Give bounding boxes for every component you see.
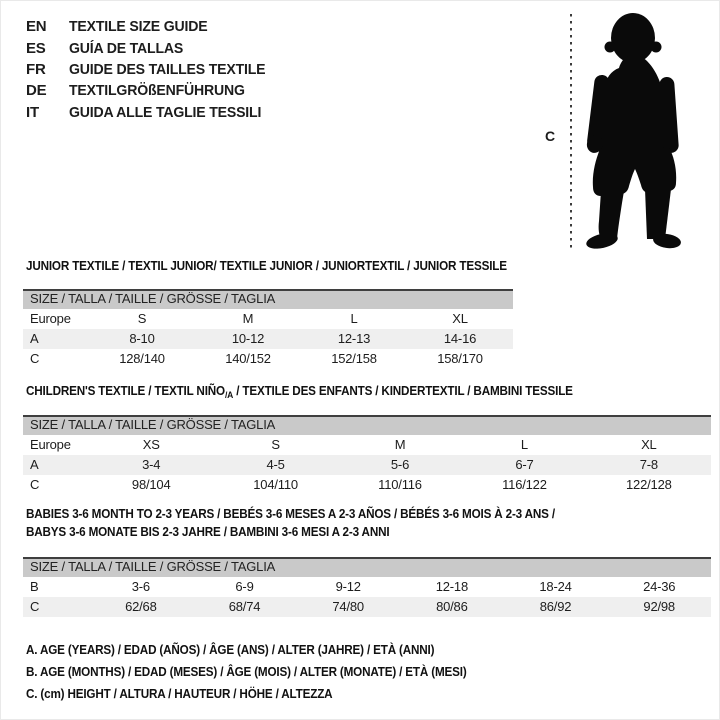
footnotes (26, 639, 516, 705)
height-cell: 80/86 (436, 599, 468, 614)
section-title-babies: BABIES 3-6 MONTH TO 2-3 YEARS / BEBÉS 3-6 MESES A 2-3 AÑOS / BÉBÉS 3-6 MOIS À 2-3 ANS / BABYS 3-6 MONATE BIS 2-3 JAHRE / BAMBINI 3-6 MESI A 2-3 ANNI (26, 506, 555, 539)
row-label: A (30, 331, 39, 346)
size-header-bar: SIZE / TALLA / TAILLE / GRÖSSE / TAGLIA (23, 289, 513, 309)
babies-size-table (23, 557, 711, 617)
subscript-text: /A (224, 390, 234, 401)
row-label: C (30, 477, 40, 492)
section-title-children: CHILDREN'S TEXTILE / TEXTIL $NIÑO_{/A}$ / TEXTILE DES ENFANTS / KINDERTEXTIL / BAMBINI TESSILE (26, 383, 573, 401)
size-cell: S (137, 311, 147, 326)
language-code: EN (26, 18, 47, 36)
age-cell: 18-24 (539, 579, 572, 594)
legend-row-it (26, 102, 278, 123)
legend-label: GUIDE DES TAILLES TEXTILE (69, 60, 266, 78)
table-row-height (23, 475, 711, 495)
table-row-europe (23, 309, 513, 329)
size-cell: L (520, 437, 528, 452)
legend-label: TEXTILGRÖßENFÜHRUNG (69, 82, 245, 100)
age-cell: 24-36 (643, 579, 676, 594)
language-code: FR (26, 60, 46, 78)
size-header-bar: SIZE / TALLA / TAILLE / GRÖSSE / TAGLIA (23, 415, 711, 435)
height-cell: 116/122 (502, 477, 547, 492)
size-cell: XL (641, 437, 657, 452)
legend-row-es (26, 37, 278, 58)
size-cell: M (394, 437, 406, 452)
toddler-silhouette-icon (581, 11, 687, 249)
size-header-bar: SIZE / TALLA / TAILLE / GRÖSSE / TAGLIA (23, 557, 711, 577)
height-cell: 92/98 (643, 599, 675, 614)
legend-label: GUÍA DE TALLAS (69, 39, 184, 57)
age-cell: 6-7 (515, 457, 534, 472)
size-cell: XL (452, 311, 468, 326)
height-cell: 140/152 (225, 351, 271, 366)
section-title-junior: JUNIOR TEXTILE / TEXTIL JUNIOR/ TEXTILE JUNIOR / JUNIORTEXTIL / JUNIOR TESSILE (26, 258, 507, 273)
table-row-height (23, 349, 513, 369)
height-measure-dotted-line (570, 14, 572, 251)
size-cell: L (350, 311, 358, 326)
height-cell: 152/158 (331, 351, 377, 366)
row-label: B (30, 579, 39, 594)
table-row-age-months (23, 577, 711, 597)
height-cell: 104/110 (253, 477, 298, 492)
children-size-table (23, 415, 711, 495)
age-cell: 3-4 (142, 457, 161, 472)
height-cell: 128/140 (119, 351, 165, 366)
language-code: ES (26, 39, 46, 57)
row-label: C (30, 351, 40, 366)
legend-label: GUIDA ALLE TAGLIE TESSILI (69, 103, 262, 121)
age-cell: 7-8 (639, 457, 658, 472)
age-cell: 10-12 (231, 331, 265, 346)
row-label: Europe (30, 311, 71, 326)
language-code: DE (26, 82, 47, 100)
row-label: A (30, 457, 39, 472)
size-cell: M (242, 311, 254, 326)
age-cell: 8-10 (129, 331, 155, 346)
height-cell: 158/170 (437, 351, 483, 366)
legend-row-de (26, 80, 278, 101)
table-row-height (23, 597, 711, 617)
footnote-a: A. AGE (YEARS) / EDAD (AÑOS) / ÂGE (ANS) / ALTER (JAHRE) / ETÀ (ANNI) (26, 642, 435, 657)
junior-size-table (23, 289, 513, 369)
row-label: C (30, 599, 40, 614)
age-cell: 6-9 (235, 579, 254, 594)
height-cell: 122/128 (626, 477, 672, 492)
height-measure-label: C (545, 128, 556, 144)
size-cell: S (271, 437, 280, 452)
age-cell: 5-6 (390, 457, 410, 472)
height-cell: 74/80 (332, 599, 364, 614)
footnote-c: C. (cm) HEIGHT / ALTURA / HAUTEUR / HÖHE / ALTEZZA (26, 686, 333, 701)
legend-label: TEXTILE SIZE GUIDE (69, 18, 208, 36)
age-cell: 14-16 (443, 331, 477, 346)
legend-row-en (26, 16, 278, 37)
height-cell: 110/116 (378, 477, 422, 492)
legend-row-fr (26, 59, 278, 80)
language-legend (26, 16, 278, 123)
height-cell: 68/74 (228, 599, 261, 614)
age-cell: 12-13 (337, 331, 371, 346)
age-cell: 9-12 (335, 579, 361, 594)
row-label: Europe (30, 437, 71, 452)
height-cell: 98/104 (131, 477, 171, 492)
height-cell: 62/68 (125, 599, 157, 614)
table-row-europe (23, 435, 711, 455)
footnote-b: B. AGE (MONTHS) / EDAD (MESES) / ÂGE (MOIS) / ALTER (MONATE) / ETÀ (MESI) (26, 664, 467, 679)
table-row-age (23, 329, 513, 349)
table-row-age (23, 455, 711, 475)
language-code: IT (26, 103, 39, 121)
age-cell: 12-18 (435, 579, 468, 594)
age-cell: 4-5 (266, 457, 285, 472)
height-cell: 86/92 (539, 599, 572, 614)
size-cell: XS (142, 437, 160, 452)
age-cell: 3-6 (131, 579, 150, 594)
